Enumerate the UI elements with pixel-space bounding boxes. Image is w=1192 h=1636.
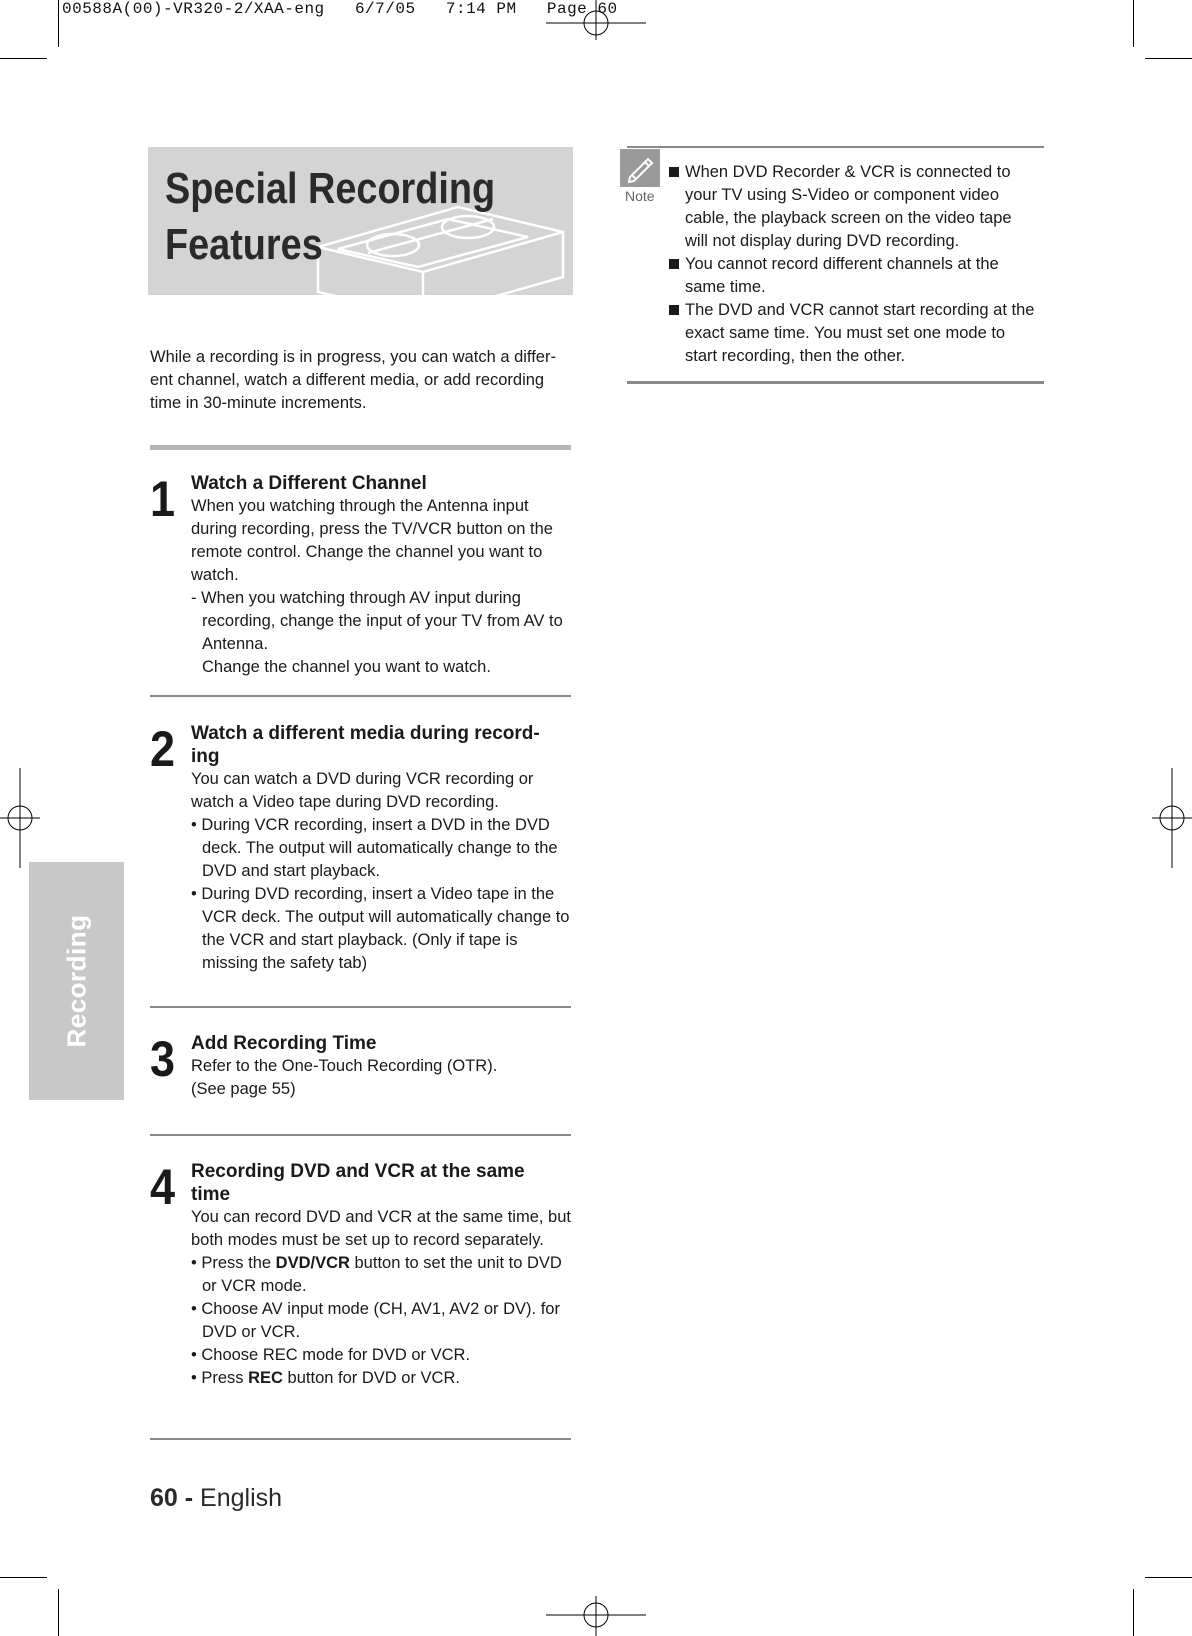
step-subitem: - When you watching through AV input during recording, change the input of your TV from AV to Antenna. — [191, 589, 563, 653]
square-bullet-icon — [669, 167, 679, 177]
step-bullet — [191, 1252, 572, 1298]
section-divider — [150, 1006, 571, 1008]
registration-mark-icon — [546, 0, 646, 40]
footer-language: English — [200, 1484, 283, 1512]
page-number: 60 - — [150, 1484, 194, 1512]
step-title: Recording DVD and VCR at the same time — [191, 1161, 525, 1205]
step-body — [191, 1032, 572, 1101]
step-body — [191, 472, 572, 679]
page-footer — [150, 1484, 282, 1513]
step-text: (See page 55) — [191, 1080, 296, 1098]
section-divider — [150, 445, 571, 450]
crop-mark — [1133, 0, 1134, 47]
section-divider — [150, 695, 571, 697]
step-bullet: • During DVD recording, insert a Video tape in the VCR deck. The output will automatically change to the VCR and start playback. (Only if tape is missing the safety tab) — [191, 885, 570, 972]
note-item-text: You cannot record different channels at the same time. — [685, 255, 999, 296]
step-title: Add Recording Time — [191, 1033, 377, 1054]
crop-mark — [58, 1589, 59, 1636]
note-label: Note — [625, 188, 655, 204]
crop-mark — [0, 1577, 47, 1578]
registration-mark-icon — [546, 1596, 646, 1636]
step-title: Watch a different media during record-ing — [191, 723, 540, 767]
crop-mark — [0, 58, 47, 59]
title-banner — [148, 147, 573, 295]
note-item — [667, 161, 1037, 253]
note-list — [667, 161, 1037, 368]
crop-mark — [58, 0, 59, 47]
step-bullet-text: button for DVD or VCR. — [282, 1369, 460, 1387]
step-subitem: Change the channel you want to watch. — [202, 658, 491, 676]
step-title: Watch a Different Channel — [191, 473, 427, 494]
step-bullet-text: • Press the — [191, 1254, 276, 1272]
step-bullet-bold: DVD/VCR — [275, 1254, 350, 1272]
printer-slug: 00588A(00)-VR320-2/XAA-eng 6/7/05 7:14 PM Page 60 — [62, 0, 618, 18]
step-bullet: • During VCR recording, insert a DVD in the DVD deck. The output will automatically change to the DVD and start playback. — [191, 816, 558, 880]
note-pencil-icon — [620, 149, 660, 187]
step-text: Refer to the One-Touch Recording (OTR). — [191, 1057, 498, 1075]
crop-mark — [1145, 58, 1192, 59]
note-item-text: When DVD Recorder & VCR is connected to your TV using S-Video or component video cable, the playback screen on the video tape will not display during DVD recording. — [685, 163, 1012, 250]
step-text: You can record DVD and VCR at the same time, but both modes must be set up to record separately. — [191, 1208, 571, 1249]
note-bottom-rule — [627, 381, 1044, 384]
section-side-tab — [29, 862, 124, 1100]
page-title-line1: Special Recording — [165, 164, 496, 213]
page-title-line2: Features — [165, 220, 323, 269]
crop-mark — [1145, 1577, 1192, 1578]
step-number: 3 — [150, 1031, 176, 1087]
note-item — [667, 253, 1037, 299]
note-item — [667, 299, 1037, 368]
registration-mark-icon — [1152, 768, 1192, 868]
registration-mark-icon — [0, 768, 40, 868]
step-body — [191, 722, 572, 975]
section-divider — [150, 1134, 571, 1136]
step-bullet: • Choose REC mode for DVD or VCR. — [191, 1346, 471, 1364]
step-number: 1 — [150, 471, 176, 527]
step-bullet — [191, 1367, 572, 1390]
step-bullet-text: • Press — [191, 1369, 249, 1387]
square-bullet-icon — [669, 259, 679, 269]
step-bullet-bold: REC — [248, 1369, 283, 1387]
section-side-tab-label: Recording — [61, 914, 91, 1048]
intro-paragraph: While a recording is in progress, you can watch a differ-ent channel, watch a different media, or add recording time in 30-minute increments. — [150, 348, 556, 412]
step-number: 2 — [150, 721, 176, 777]
section-divider — [150, 1438, 571, 1440]
step-number: 4 — [150, 1159, 176, 1215]
crop-mark — [1133, 1589, 1134, 1636]
step-bullet-text: button to set the unit to DVD or VCR mode. — [202, 1254, 562, 1295]
step-body — [191, 1160, 572, 1390]
note-top-rule — [627, 146, 1044, 148]
page-title — [165, 161, 495, 273]
note-item-text: The DVD and VCR cannot start recording at the exact same time. You must set one mode to start recording, then the other. — [685, 301, 1035, 365]
step-text: When you watching through the Antenna input during recording, press the TV/VCR button on the remote control. Change the channel you want to watch. — [191, 497, 553, 584]
step-text: You can watch a DVD during VCR recording or watch a Video tape during DVD recording. — [191, 770, 534, 811]
square-bullet-icon — [669, 305, 679, 315]
step-bullet: • Choose AV input mode (CH, AV1, AV2 or DV). for DVD or VCR. — [191, 1300, 560, 1341]
